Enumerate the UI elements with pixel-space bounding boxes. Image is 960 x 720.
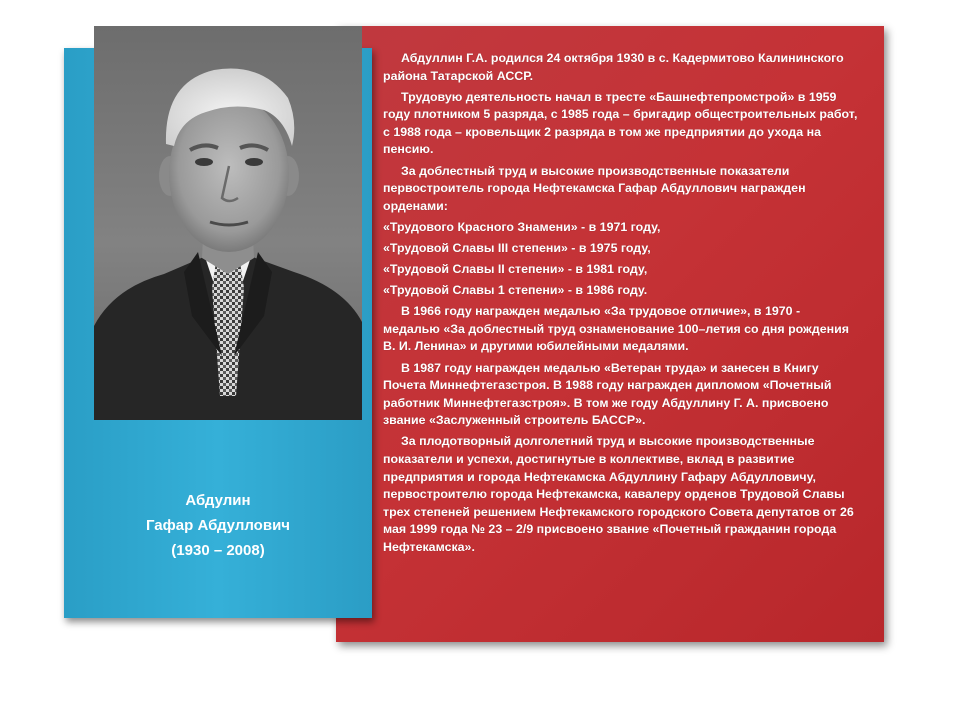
- bio-paragraph-honorary-citizen: За плодотворный долголетний труд и высокие производственные показатели и успехи, достигнутые в коллективе, вклад в развитие предприятия и города Нефтекамска Абдуллину Гафару Абдулловичу, первостроителю города Нефтекамска, кавалеру орденов Трудовой Славы трех степеней решением Нефтекамского городского Совета депутатов от 26 мая 1999 года № 23 – 2/9 присвоено звание «Почетный гражданин города Нефтекамска».: [383, 434, 854, 554]
- biography-text: [383, 50, 858, 560]
- caption-years: (1930 – 2008): [171, 542, 265, 559]
- bio-paragraph-medals: В 1966 году награжден медалью «За трудовое отличие», в 1970 - медалью «За доблестный труд ознаменование 100–летия со дня рождения В. И. Ленина» и другими юбилейными медалями.: [383, 304, 849, 354]
- portrait-photo: [94, 26, 362, 420]
- bio-paragraph-birth: Абдуллин Г.А. родился 24 октября 1930 в с. Кадермитово Калининского района Татарской АССР.: [383, 51, 844, 83]
- bio-order-item: «Трудовой Славы II степени» - в 1981 году,: [383, 262, 648, 277]
- bio-paragraph-veteran: В 1987 году награжден медалью «Ветеран труда» и занесен в Книгу Почета Миннефтегазстроя. В 1988 году награжден дипломом «Почетный работник Миннефтегазстроя». В том же году Абдуллину Г. А. присвоено звание «Заслуженный строитель БАССР».: [383, 360, 832, 428]
- portrait-caption: [64, 488, 372, 563]
- caption-name-patronymic: Гафар Абдуллович: [146, 517, 290, 534]
- caption-surname: Абдулин: [185, 492, 251, 509]
- bio-order-item: «Трудовой Славы III степени» - в 1975 году,: [383, 240, 651, 255]
- portrait-illustration: [94, 26, 362, 420]
- bio-paragraph-orders-intro: За доблестный труд и высокие производственные показатели первостроитель города Нефтекамска Гафар Абдуллович награжден орденами:: [383, 163, 806, 213]
- bio-order-item: «Трудового Красного Знамени» - в 1971 году,: [383, 219, 661, 234]
- bio-paragraph-career: Трудовую деятельность начал в тресте «Башнефтепромстрой» в 1959 году плотником 5 разряда, с 1985 года – бригадир общестроительных работ, с 1988 года – кровельщик 2 разряда в том же предприятии до ухода на пенсию.: [383, 89, 858, 157]
- bio-order-item: «Трудовой Славы 1 степени» - в 1986 году.: [383, 283, 648, 298]
